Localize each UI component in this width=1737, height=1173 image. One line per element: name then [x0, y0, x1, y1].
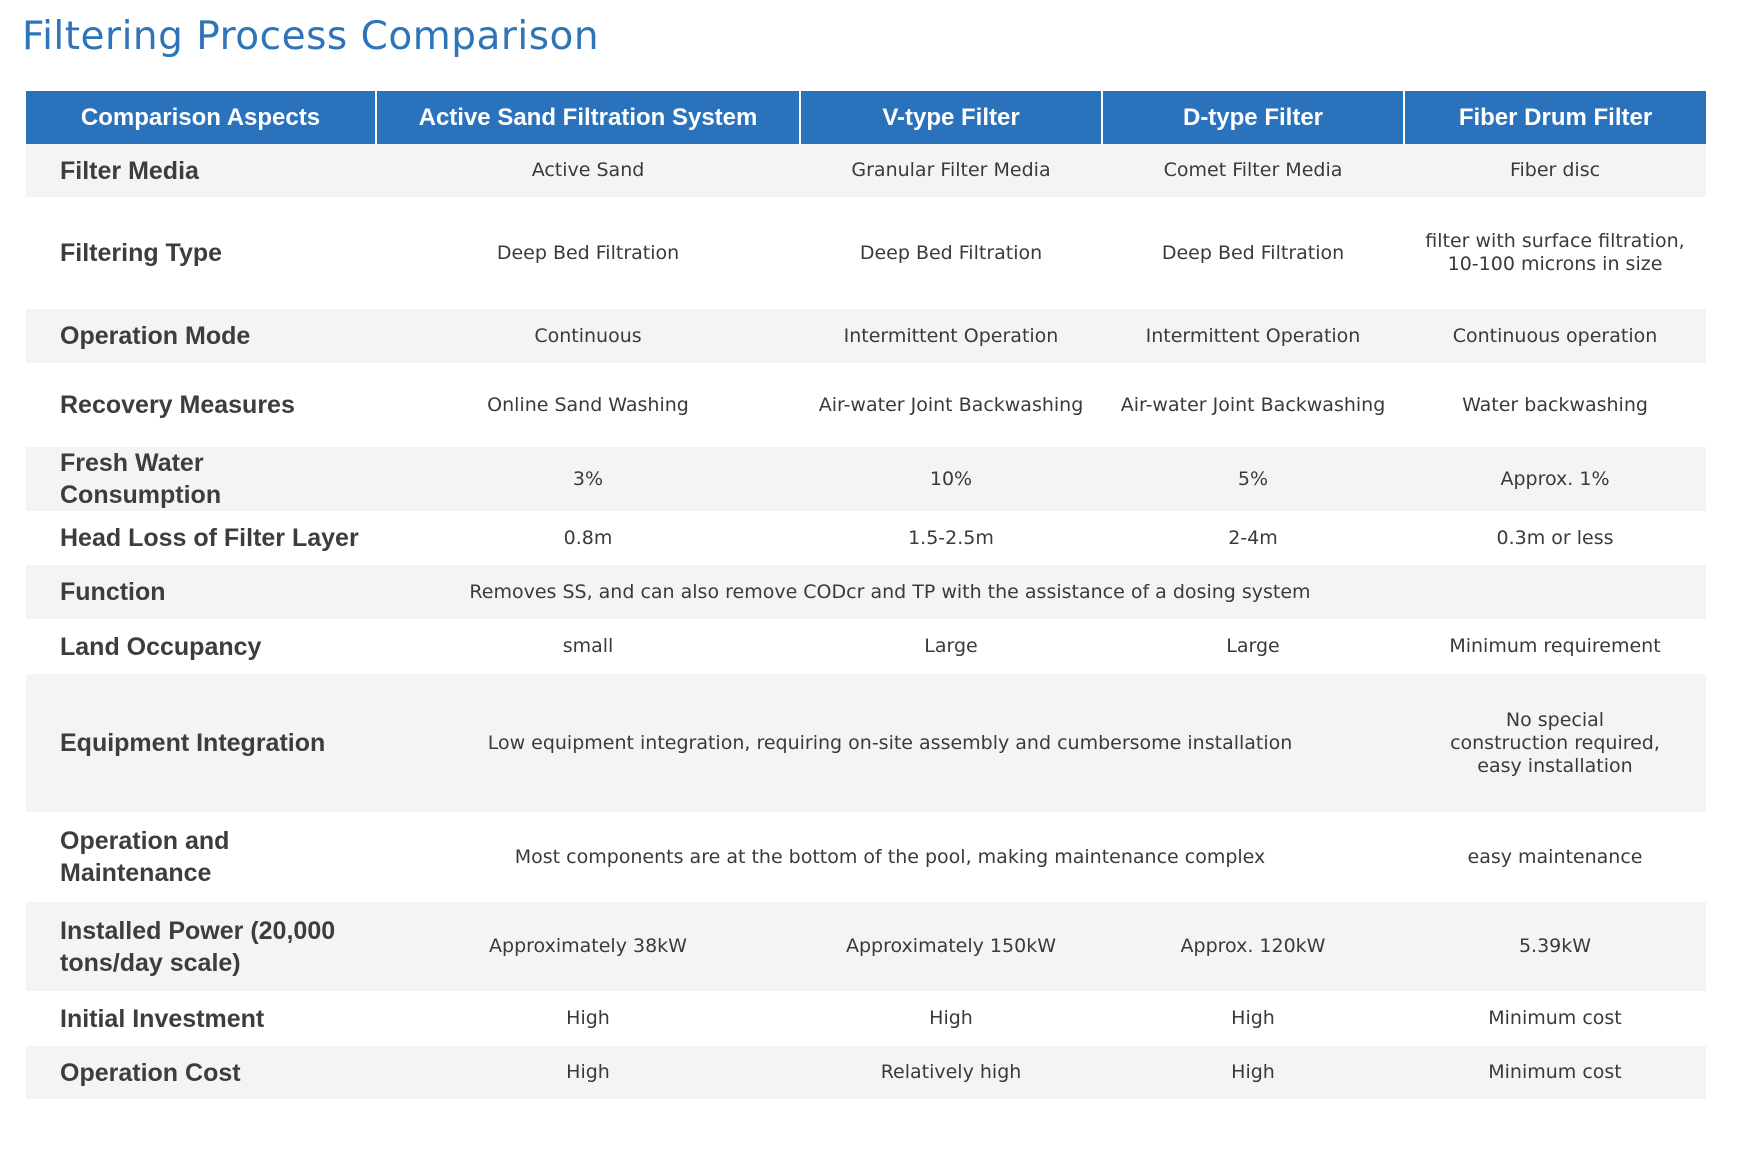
cell-active-sand: High — [376, 991, 800, 1046]
cell-merged: Removes SS, and can also remove CODcr and TP with the assistance of a dosing system — [376, 565, 1404, 619]
aspect-label: Head Loss of Filter Layer — [26, 511, 376, 565]
table-row — [26, 144, 1706, 197]
cell-fiber-drum: 0.3m or less — [1404, 511, 1706, 565]
table-row — [26, 565, 1706, 619]
header-d-type: D-type Filter — [1102, 91, 1404, 144]
aspect-label: Land Occupancy — [26, 619, 376, 674]
cell-v-type: High — [800, 991, 1102, 1046]
header-fiber-drum: Fiber Drum Filter — [1404, 91, 1706, 144]
cell-fiber-drum: Approx. 1% — [1404, 447, 1706, 511]
table-row — [26, 309, 1706, 363]
table-row — [26, 991, 1706, 1046]
cell-d-type: High — [1102, 1046, 1404, 1099]
cell-v-type: Intermittent Operation — [800, 309, 1102, 363]
cell-fiber-drum: Fiber disc — [1404, 144, 1706, 197]
cell-fiber-drum: Water backwashing — [1404, 363, 1706, 447]
table-row — [26, 363, 1706, 447]
aspect-label: Function — [26, 565, 376, 619]
cell-fiber-drum: filter with surface filtration, 10-100 microns in size — [1404, 197, 1706, 309]
header-active-sand: Active Sand Filtration System — [376, 91, 800, 144]
cell-active-sand: Approximately 38kW — [376, 902, 800, 991]
aspect-label: Filter Media — [26, 144, 376, 197]
cell-active-sand: Online Sand Washing — [376, 363, 800, 447]
cell-d-type: Large — [1102, 619, 1404, 674]
cell-fiber-drum: 5.39kW — [1404, 902, 1706, 991]
aspect-label: Operation Cost — [26, 1046, 376, 1099]
cell-active-sand: Active Sand — [376, 144, 800, 197]
cell-fiber-drum — [1404, 565, 1706, 619]
comparison-table — [26, 91, 1706, 1099]
cell-active-sand: High — [376, 1046, 800, 1099]
cell-d-type: High — [1102, 991, 1404, 1046]
cell-d-type: Deep Bed Filtration — [1102, 197, 1404, 309]
cell-active-sand: 3% — [376, 447, 800, 511]
table-row — [26, 902, 1706, 991]
cell-merged: Most components are at the bottom of the pool, making maintenance complex — [376, 812, 1404, 902]
aspect-label: Fresh Water Consumption — [26, 447, 376, 511]
cell-v-type: Air-water Joint Backwashing — [800, 363, 1102, 447]
cell-fiber-drum: Minimum cost — [1404, 1046, 1706, 1099]
cell-v-type: 10% — [800, 447, 1102, 511]
table-row — [26, 812, 1706, 902]
table-row — [26, 197, 1706, 309]
table-row — [26, 447, 1706, 511]
cell-v-type: 1.5-2.5m — [800, 511, 1102, 565]
aspect-label: Initial Investment — [26, 991, 376, 1046]
table-row — [26, 511, 1706, 565]
page-title: Filtering Process Comparison — [22, 14, 600, 59]
cell-active-sand: Deep Bed Filtration — [376, 197, 800, 309]
cell-fiber-drum: Minimum cost — [1404, 991, 1706, 1046]
cell-d-type: 2-4m — [1102, 511, 1404, 565]
table-row — [26, 1046, 1706, 1099]
header-v-type: V-type Filter — [800, 91, 1102, 144]
aspect-label: Equipment Integration — [26, 674, 376, 812]
cell-fiber-drum: easy maintenance — [1404, 812, 1706, 902]
aspect-label: Operation Mode — [26, 309, 376, 363]
cell-v-type: Approximately 150kW — [800, 902, 1102, 991]
aspect-label: Operation and Maintenance — [26, 812, 376, 902]
cell-v-type: Deep Bed Filtration — [800, 197, 1102, 309]
table-row — [26, 619, 1706, 674]
aspect-label: Filtering Type — [26, 197, 376, 309]
aspect-label: Recovery Measures — [26, 363, 376, 447]
cell-v-type: Relatively high — [800, 1046, 1102, 1099]
header-comparison-aspects: Comparison Aspects — [26, 91, 376, 144]
cell-fiber-drum: Continuous operation — [1404, 309, 1706, 363]
table-row — [26, 674, 1706, 812]
cell-merged: Low equipment integration, requiring on-site assembly and cumbersome installation — [376, 674, 1404, 812]
cell-active-sand: Continuous — [376, 309, 800, 363]
aspect-label: Installed Power (20,000 tons/day scale) — [26, 902, 376, 991]
cell-d-type: Air-water Joint Backwashing — [1102, 363, 1404, 447]
cell-d-type: Comet Filter Media — [1102, 144, 1404, 197]
cell-fiber-drum: Minimum requirement — [1404, 619, 1706, 674]
cell-v-type: Large — [800, 619, 1102, 674]
cell-d-type: Intermittent Operation — [1102, 309, 1404, 363]
cell-active-sand: small — [376, 619, 800, 674]
cell-active-sand: 0.8m — [376, 511, 800, 565]
header-row — [26, 91, 1706, 144]
cell-fiber-drum: No special construction required, easy installation — [1404, 674, 1706, 812]
cell-d-type: 5% — [1102, 447, 1404, 511]
cell-d-type: Approx. 120kW — [1102, 902, 1404, 991]
cell-v-type: Granular Filter Media — [800, 144, 1102, 197]
